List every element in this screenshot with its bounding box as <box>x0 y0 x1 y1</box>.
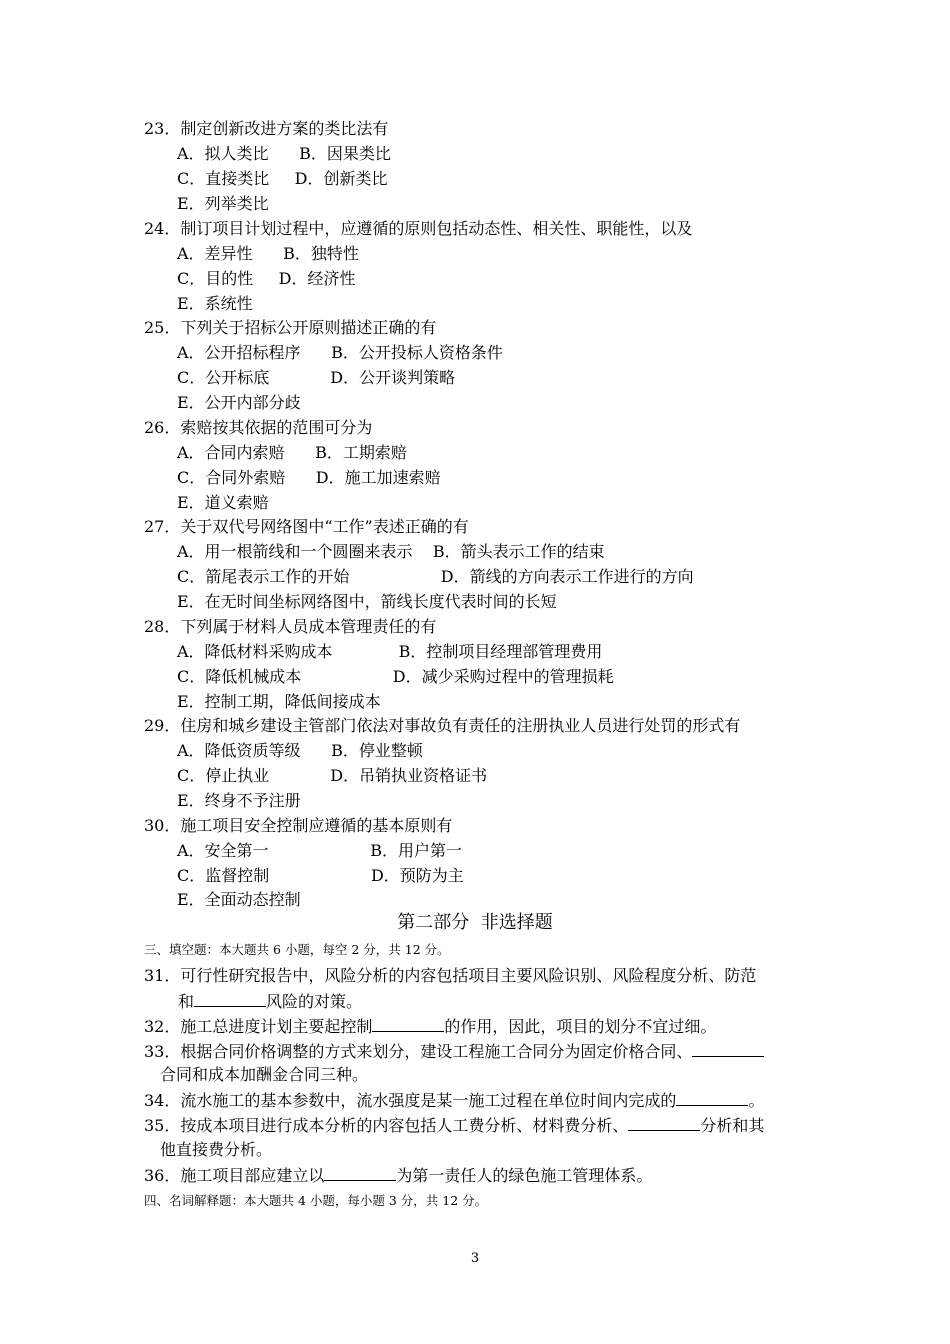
question-27-options-row-2: C．箭尾表示工作的开始 D．箭线的方向表示工作进行的方向 <box>177 567 694 586</box>
question-33-line-2: 合同和成本加酬金合同三种。 <box>160 1065 369 1084</box>
question-23-stem: 23．制定创新改进方案的类比法有 <box>144 119 389 138</box>
question-24-options-row-2: C．目的性 D．经济性 <box>177 269 356 288</box>
question-31-line-1: 31．可行性研究报告中，风险分析的内容包括项目主要风险识别、风险程度分析、防范 <box>144 966 757 985</box>
question-26-options-row-2: C．合同外索赔 D．施工加速索赔 <box>177 468 441 487</box>
answer-blank-35[interactable] <box>628 1115 700 1131</box>
question-25-options-row-2: C．公开标底 D．公开谈判策略 <box>177 368 456 387</box>
question-32 <box>144 1016 716 1037</box>
question-36-prefix: 36．施工项目部应建立以 <box>144 1166 325 1185</box>
question-30-options-row-2: C．监督控制 D．预防为主 <box>177 866 464 885</box>
question-33-line-1 <box>144 1041 764 1062</box>
term-explanation-heading: 四、名词解释题：本大题共 4 小题，每小题 3 分，共 12 分。 <box>144 1193 488 1208</box>
question-29-stem: 29．住房和城乡建设主管部门依法对事故负有责任的注册执业人员进行处罚的形式有 <box>144 716 741 735</box>
question-23-options-row-2: C．直接类比 D．创新类比 <box>177 169 388 188</box>
question-31-suffix: 风险的对策。 <box>266 992 363 1011</box>
question-36-suffix: 为第一责任人的绿色施工管理体系。 <box>396 1166 653 1185</box>
question-32-prefix: 32．施工总进度计划主要起控制 <box>144 1017 373 1036</box>
answer-blank-31[interactable] <box>194 991 266 1007</box>
question-34 <box>144 1090 764 1111</box>
question-30-options-row-3: E．全面动态控制 <box>177 890 301 909</box>
fill-in-heading: 三、填空题：本大题共 6 小题，每空 2 分，共 12 分。 <box>144 942 450 957</box>
question-27-stem: 27．关于双代号网络图中“工作”表述正确的有 <box>144 517 469 536</box>
question-28-stem: 28．下列属于材料人员成本管理责任的有 <box>144 617 437 636</box>
question-32-suffix: 的作用，因此，项目的划分不宜过细。 <box>444 1017 717 1036</box>
question-25-options-row-3: E．公开内部分歧 <box>177 393 301 412</box>
question-34-suffix: 。 <box>748 1091 765 1110</box>
answer-blank-36[interactable] <box>324 1165 396 1181</box>
question-35-suffix: 分析和其 <box>700 1116 765 1135</box>
question-24-stem: 24．制订项目计划过程中，应遵循的原则包括动态性、相关性、职能性，以及 <box>144 219 693 238</box>
question-24-options-row-1: A．差异性 B．独特性 <box>177 244 359 263</box>
question-23-options-row-3: E．列举类比 <box>177 194 269 213</box>
page-number: 3 <box>470 1251 480 1266</box>
question-35-line-1 <box>144 1115 764 1136</box>
question-35-line-2: 他直接费分析。 <box>160 1140 273 1159</box>
question-26-options-row-3: E．道义索赔 <box>177 493 269 512</box>
answer-blank-33[interactable] <box>692 1041 764 1057</box>
question-28-options-row-2: C．降低机械成本 D．减少采购过程中的管理损耗 <box>177 667 614 686</box>
question-28-options-row-3: E．控制工期，降低间接成本 <box>177 692 381 711</box>
question-30-stem: 30．施工项目安全控制应遵循的基本原则有 <box>144 816 453 835</box>
question-24-options-row-3: E．系统性 <box>177 294 253 313</box>
question-27-options-row-3: E．在无时间坐标网络图中，箭线长度代表时间的长短 <box>177 592 557 611</box>
question-31-prefix: 和 <box>178 992 195 1011</box>
question-28-options-row-1: A．降低材料采购成本 B．控制项目经理部管理费用 <box>177 642 603 661</box>
answer-blank-32[interactable] <box>372 1016 444 1032</box>
question-27-options-row-1: A．用一根箭线和一个圆圈来表示 B．箭头表示工作的结束 <box>177 542 605 561</box>
question-26-options-row-1: A．合同内索赔 B．工期索赔 <box>177 443 407 462</box>
section-title: 第二部分 非选择题 <box>397 912 553 933</box>
question-31-line-2 <box>178 991 362 1012</box>
question-29-options-row-3: E．终身不予注册 <box>177 791 301 810</box>
question-33-text: 33．根据合同价格调整的方式来划分，建设工程施工合同分为固定价格合同、 <box>144 1042 693 1061</box>
question-34-prefix: 34．流水施工的基本参数中，流水强度是某一施工过程在单位时间内完成的 <box>144 1091 677 1110</box>
question-29-options-row-1: A．降低资质等级 B．停业整顿 <box>177 741 423 760</box>
question-30-options-row-1: A．安全第一 B．用户第一 <box>177 841 463 860</box>
question-35-prefix: 35．按成本项目进行成本分析的内容包括人工费分析、材料费分析、 <box>144 1116 629 1135</box>
question-23-options-row-1: A．拟人类比 B．因果类比 <box>177 144 391 163</box>
question-36 <box>144 1165 652 1186</box>
question-26-stem: 26．索赔按其依据的范围可分为 <box>144 418 373 437</box>
question-29-options-row-2: C．停止执业 D．吊销执业资格证书 <box>177 766 488 785</box>
question-25-options-row-1: A．公开招标程序 B．公开投标人资格条件 <box>177 343 503 362</box>
question-25-stem: 25．下列关于招标公开原则描述正确的有 <box>144 318 437 337</box>
answer-blank-34[interactable] <box>676 1090 748 1106</box>
